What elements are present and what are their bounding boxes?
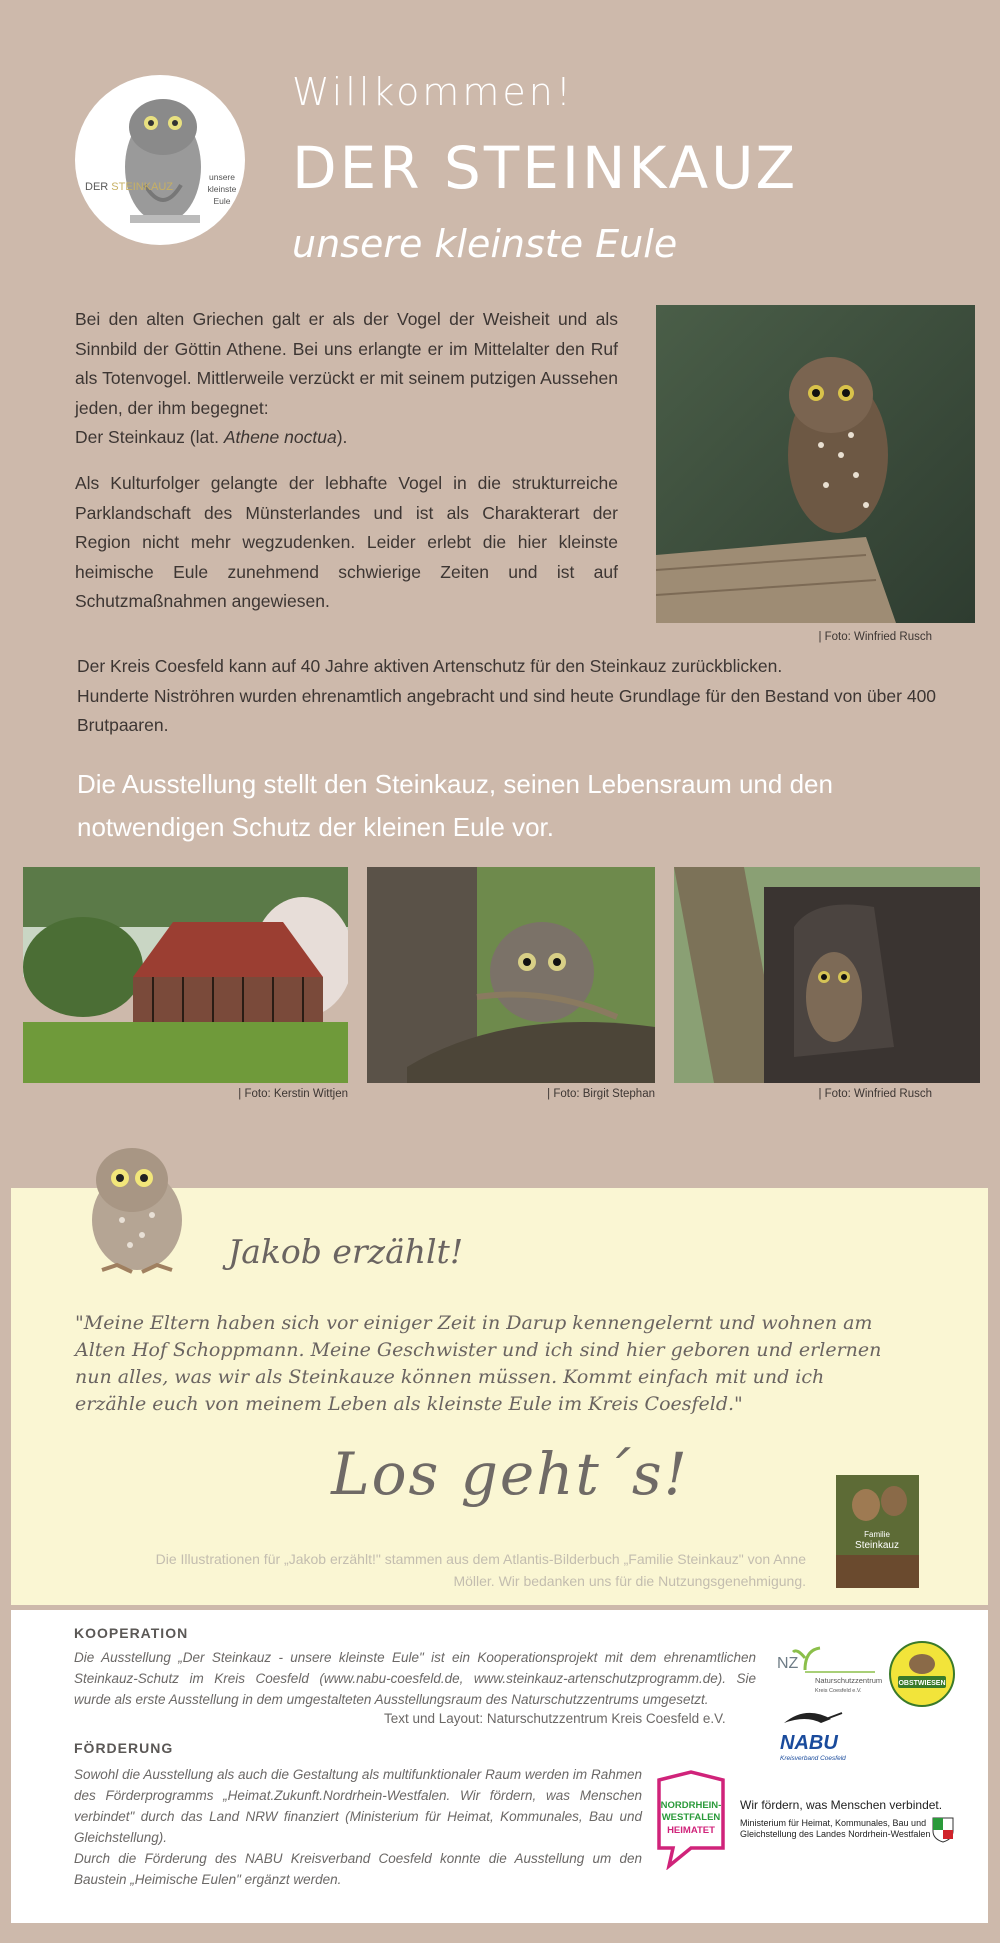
exhibition-statement: Die Ausstellung stellt den Steinkauz, seinen Lebensraum und den notwendigen Schutz der kleinen Eule vor. bbox=[77, 769, 833, 842]
foerderung-text-2: Durch die Förderung des NABU Kreisverband Coesfeld konnte die Ausstellung um den Baustein „Heimische Eulen" ergänzt werden. bbox=[74, 1851, 642, 1887]
los-gehts-text: Los geht´s! bbox=[331, 1440, 689, 1508]
intro-paragraph-1: Bei den alten Griechen galt er als der Vogel der Weisheit und als Sinnbild der Göttin Athene. Bei uns erlangte er im Mittelalter den Ruf als Totenvogel. Mittlerweile verzückt er mit seinem putzigen Aussehen jeden, der ihm begegnet: Der Steinkauz (lat. Athene noctua). bbox=[75, 309, 618, 447]
photo-credit: | Foto: Kerstin Wittjen bbox=[238, 1088, 348, 1100]
nrw-logo-line-2: WESTFALEN bbox=[661, 1812, 721, 1823]
nrw-coat-of-arms-icon bbox=[932, 1817, 954, 1843]
book-title-line-1: Familie bbox=[864, 1530, 890, 1539]
foerderung-heading: FÖRDERUNG bbox=[74, 1740, 174, 1756]
logo-title: DER STEINKAUZ bbox=[85, 181, 174, 193]
nabu-text: NABU bbox=[780, 1732, 838, 1754]
logo-subtitle: unsere kleinste Eule bbox=[207, 172, 237, 206]
obstwiesen-logo bbox=[888, 1640, 956, 1708]
nz-logo bbox=[775, 1640, 885, 1700]
jakob-quote: "Meine Eltern haben sich vor einiger Zeit in Darup kennengelernt und wohnen am Alten Hof Schoppmann. Meine Geschwister und ich sind hier geboren und erlernen nun alles, was wir als Steinkauze können müssen. Kommt einfach mit und ich erzähle euch von meinem Leben als kleinste Eule im Kreis Coesfeld." bbox=[75, 1312, 882, 1415]
owl-nestbox-photo bbox=[674, 867, 980, 1083]
farm-photo bbox=[23, 867, 348, 1083]
intro-paragraph-2: Als Kulturfolger gelangte der lebhafte Vogel in die strukturreiche Parklandschaft des Münsterlandes und ist als Charakterart der Region nicht mehr wegzudenken. Leider erlebt die hier kleinste heimische Eule zunehmend schwierige Zeiten und ist auf Schutzmaßnahmen angewiesen. bbox=[75, 473, 618, 611]
layout-credit: Text und Layout: Naturschutzzentrum Kreis Coesfeld e.V. bbox=[384, 1711, 726, 1726]
kooperation-text: Die Ausstellung „Der Steinkauz - unsere kleinste Eule" ist ein Kooperationsprojekt mit dem ehrenamtlichen Steinkauz-Schutz im Kreis Coesfeld (www.nabu-coesfeld.de, www.steinkauz-artenschutzprogramm.de). Sie wurde als erste Ausstellung in dem umgestalteten Ausstellungsraum des Naturschutzzentrums umgesetzt. bbox=[74, 1650, 756, 1707]
nrw-ministry: Ministerium für Heimat, Kommunales, Bau und Gleichstellung des Landes Nordrhein-Westfalen bbox=[740, 1818, 931, 1839]
nrw-slogan: Wir fördern, was Menschen verbindet. bbox=[740, 1798, 943, 1812]
jakob-owl-illustration bbox=[82, 1140, 192, 1290]
page-subtitle: unsere kleinste Eule bbox=[292, 222, 678, 266]
kreis-paragraph: Der Kreis Coesfeld kann auf 40 Jahre aktiven Artenschutz für den Steinkauz zurückblicken. Hunderte Niströhren wurden ehrenamtlich angebracht und sind heute Grundlage für den Bestand von über 400 Brutpaaren. bbox=[77, 656, 937, 735]
nabu-sub: Kreisverband Coesfeld bbox=[780, 1755, 846, 1762]
nz-logo-mark: NZ bbox=[777, 1655, 799, 1672]
obstwiesen-text: OBSTWIESEN bbox=[898, 1680, 946, 1687]
owl-logo-icon bbox=[75, 75, 245, 245]
book-cover bbox=[836, 1475, 919, 1588]
nrw-heimat-logo bbox=[655, 1770, 727, 1870]
steinkauz-logo bbox=[75, 75, 245, 245]
owl-chick-photo bbox=[367, 867, 655, 1083]
kooperation-heading: KOOPERATION bbox=[74, 1625, 189, 1641]
photo-credit: | Foto: Winfried Rusch bbox=[818, 631, 932, 643]
photo-credit: | Foto: Birgit Stephan bbox=[547, 1088, 655, 1100]
nz-logo-sub-2: Kreis Coesfeld e.V. bbox=[815, 1688, 862, 1694]
illustration-credit: Die Illustrationen für „Jakob erzählt!" stammen aus dem Atlantis-Bilderbuch „Familie Steinkauz" von Anne Möller. Wir bedanken uns für die Nutzungsgenehmigung. bbox=[155, 1551, 806, 1589]
jakob-title: Jakob erzählt! bbox=[228, 1232, 464, 1271]
nz-logo-sub: Naturschutzzentrum bbox=[815, 1676, 883, 1685]
page-title: DER STEINKAUZ bbox=[292, 134, 799, 202]
foerderung-text-1: Sowohl die Ausstellung als auch die Gestaltung als multifunktionaler Raum werden im Rahmen des Förderprogramms „Heimat.Zukunft.Nordrhein-Westfalen. Wir fördern, was Menschen verbindet" durch das Land NRW finanziert (Ministerium für Heimat, Kommunales, Bau und Gleichstellung). bbox=[74, 1767, 642, 1845]
photo-credit: | Foto: Winfried Rusch bbox=[818, 1088, 932, 1100]
owl-illustration-icon bbox=[82, 1140, 192, 1290]
nrw-logo-line-1: NORDRHEIN- bbox=[660, 1800, 722, 1811]
book-title-line-2: Steinkauz bbox=[855, 1540, 899, 1551]
owl-photo-main bbox=[656, 305, 975, 623]
nrw-logo-line-3: HEIMATET bbox=[667, 1825, 715, 1836]
nabu-logo bbox=[776, 1705, 856, 1765]
welcome-text: Willkommen! bbox=[292, 70, 575, 114]
